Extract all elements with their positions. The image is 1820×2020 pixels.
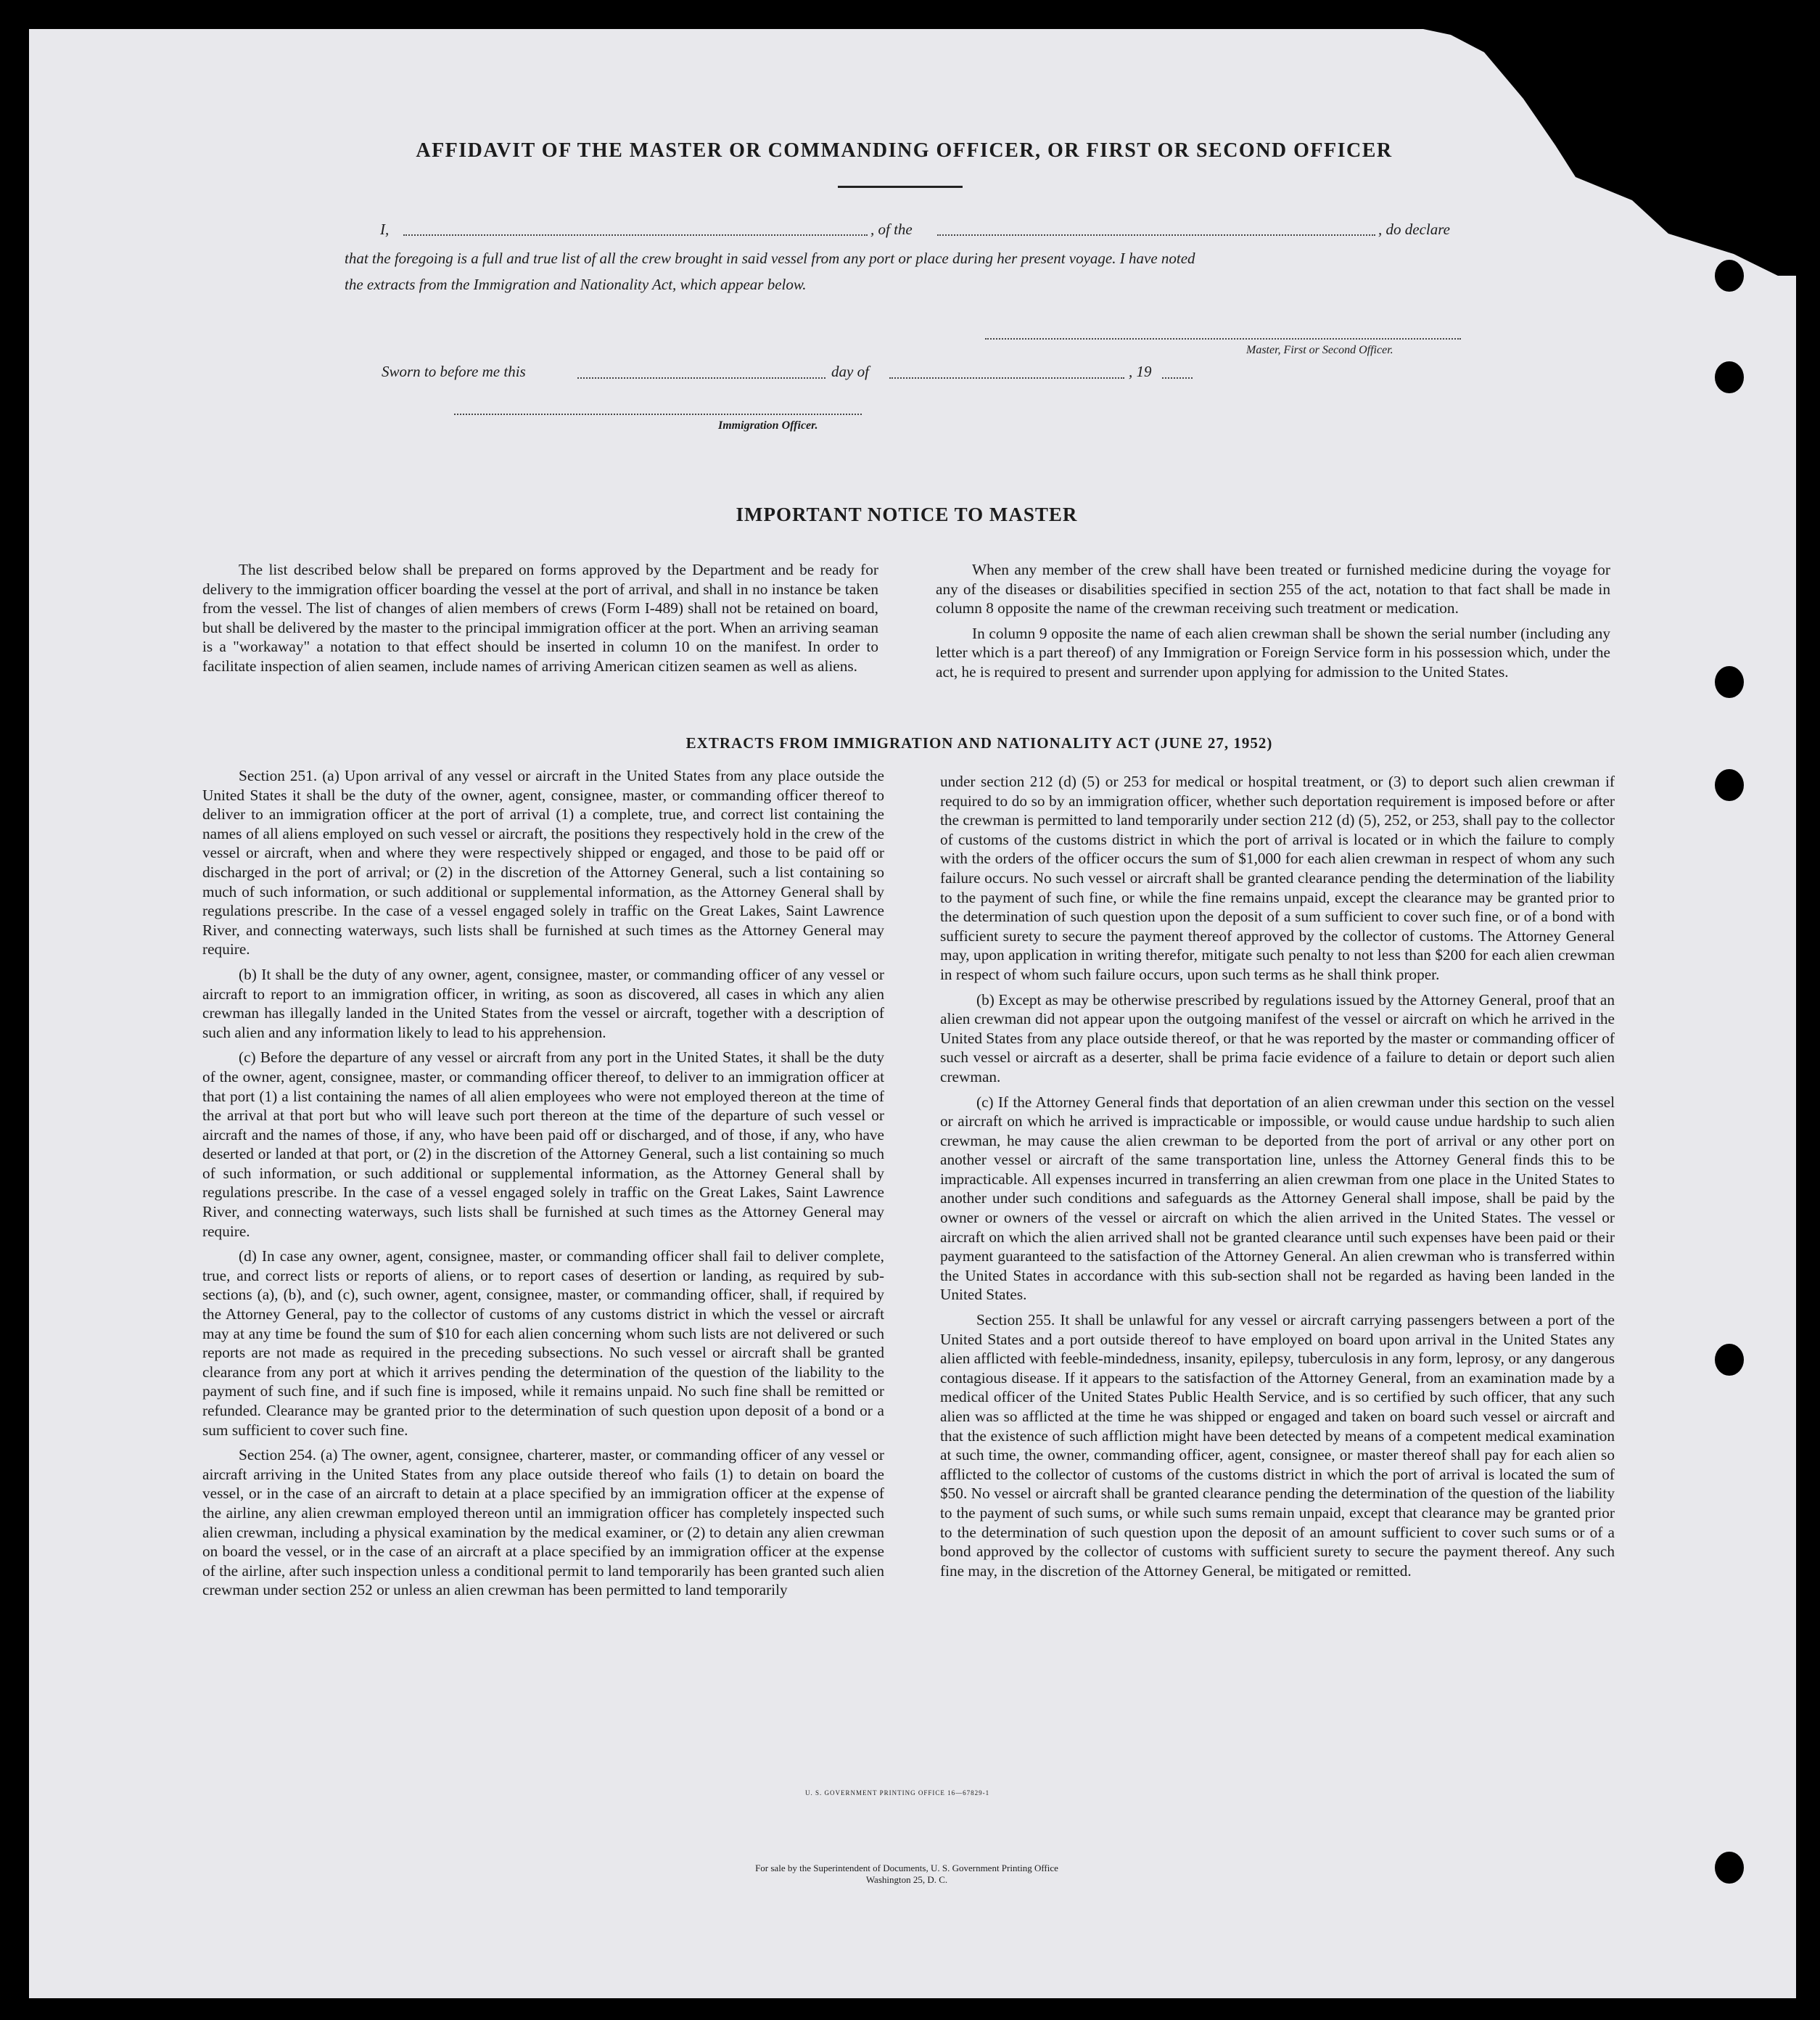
binder-hole [1715, 769, 1744, 801]
sworn-year-field[interactable] [1162, 377, 1193, 379]
notice-paragraph: When any member of the crew shall have been treated or furnished medicine during the voyage for any of the diseases or disabilities specified in section 255 of the act, notation to that fact shall be made in column 8 opposite the name of the crewman receiving such treatment or medication. [936, 561, 1610, 617]
extract-paragraph: (c) If the Attorney General finds that deportation of an alien crewman under this section on the vessel or aircraft on which he arrived is impracticable or impossible, or would cause undue hardship to such alien crewman, he may cause the alien crewman to be deported from the port of arrival or any other port on another vessel or aircraft of the same transportation line, unless the Attorney General finds this to be impracticable. All expenses incurred in transferring an alien crewman from one place in the United States to another under such conditions and safeguards as the Attorney General shall impose, shall be paid by the owner or owners of the vessel or aircraft on which the alien arrived in the United States. The vessel or aircraft on which the alien arrived shall not be granted clearance until such expenses have been paid or their payment guaranteed to the satisfaction of the Attorney General. An alien crewman who is transferred within the United States in accordance with this sub-section shall not be regarded as having been landed in the United States. [940, 1093, 1615, 1304]
notice-left-column [202, 560, 878, 682]
sworn-day-field[interactable] [577, 377, 825, 379]
extract-paragraph: Section 255. It shall be unlawful for any vessel or aircraft carrying passengers between a port of the United States and a port outside thereof to have employed on board upon arrival in the United States any alien afflicted with feeble-mindedness, insanity, epilepsy, tuberculosis in any form, leprosy, or any dangerous contagious disease. If it appears to the satisfaction of the Attorney General, from an examination made by a medical officer of the United States Public Health Service, and is so certified by such officer, that any such alien was so afflicted at the time he was shipped or engaged and taken on board such vessel or aircraft and that the existence of such affliction might have been detected by means of a competent medical examination at such time, the owner, commanding officer, agent, consignee, or master thereof shall pay for each alien so afflicted to the collector of customs of the customs district in which the port of arrival is located the sum of $50. No vessel or aircraft shall be granted clearance pending the determination of the question of the liability to the payment of such sums, or while such sums remain unpaid, except that clearance may be granted prior to the determination of such question upon the deposit of an amount sufficient to cover such sums or of a bond approved by the collector of customs with sufficient surety to secure the payment thereof. Any such fine may, in the discretion of the Attorney General, be mitigated or remitted. [940, 1311, 1615, 1580]
declaration-line-3: the extracts from the Immigration and Nationality Act, which appear below. [345, 276, 807, 293]
day-of-label: day of [831, 363, 869, 380]
declarant-name-field[interactable] [403, 234, 868, 236]
notice-paragraph: The list described below shall be prepared on forms approved by the Department and be ready for delivery to the immigration officer boarding the vessel at the port of arrival, and shall in no instance be taken from the vessel. The list of changes of alien members of crews (Form I-489) shall not be retained on board, but shall be delivered by the master to the principal immigration officer at the port. When an arriving seaman is a "workaway" a notation to that effect should be inserted in column 10 on the manifest. In order to facilitate inspection of alien seamen, include names of arriving American citizen seamen as well as aliens. [202, 561, 878, 675]
sale-notice-line-1: For sale by the Superintendent of Documents, U. S. Government Printing Office [755, 1863, 1058, 1873]
extract-paragraph: (c) Before the departure of any vessel or aircraft from any port in the United States, it shall be the duty of the owner, agent, consignee, master, or commanding officer thereof, to deliver to an immigration officer at that port (1) a list containing the names of all alien employees who were not employed thereon at the time of the arrival at that port but who will leave such port thereon at the time of the departure of such vessel or aircraft and the names of those, if any, who have been paid off or discharged, and of those, if any, who have deserted or landed at that port, or (2) in the discretion of the Attorney General, such a list containing so much of such information, or such additional or supplemental information, as the Attorney General shall by regulations prescribe. In the case of a vessel engaged solely in traffic on the Great Lakes, Saint Lawrence River, and connecting waterways, such lists shall be furnished at such times as the Attorney General may require. [202, 1048, 884, 1240]
gpo-imprint: U. S. GOVERNMENT PRINTING OFFICE 16—67829-1 [805, 1789, 990, 1797]
extract-paragraph: (b) It shall be the duty of any owner, agent, consignee, master, or commanding officer of any vessel or aircraft to report to an immigration officer, in writing, as soon as discovered, all cases in which any alien crewman has illegally landed in the United States from the vessel or aircraft, together with a description of such alien and any information likely to lead to his apprehension. [202, 965, 884, 1041]
extract-paragraph: under section 212 (d) (5) or 253 for medical or hospital treatment, or (3) to deport such alien crewman if required to do so by an immigration officer, whether such deportation requirement is imposed before or after the crewman is permitted to land temporarily under section 212 (d) (5), 252, or 253, shall pay to the collector of customs of the customs district in which the port of arrival is located or in which the failure to comply with the orders of the officer occurs the sum of $1,000 for each alien crewman in respect of whom any such failure occurs. No such vessel or aircraft shall be granted clearance pending the determination of the liability to the payment of such fine, or while the fine remains unpaid, except the clearance may be granted prior to the determination of such question upon the deposit of a sum sufficient to cover such fine, or of a bond with sufficient surety to secure the payment thereof approved by the collector of customs. The Attorney General may, upon application in writing therefor, mitigate such penalty to not less than $200 for each alien crewman in respect of whom such failure occurs, upon such terms as he shall think proper. [940, 773, 1615, 983]
binder-hole [1715, 666, 1744, 698]
officer-signature-line[interactable] [454, 414, 862, 415]
extracts-title: EXTRACTS FROM IMMIGRATION AND NATIONALITY ACT (JUNE 27, 1952) [685, 734, 1273, 752]
extract-paragraph: Section 251. (a) Upon arrival of any vessel or aircraft in the United States from any place outside the United States it shall be the duty of the owner, agent, consignee, master, or commanding officer thereof to deliver to an immigration officer at the port of arrival (1) a complete, true, and correct list containing the names of all aliens employed on such vessel or aircraft, the positions they respectively hold in the crew of the vessel or aircraft, when and where they were respectively shipped or engaged, and those to be paid off or discharged in the port of arrival; or (2) in the discretion of the Attorney General, such a list containing so much of such information, or such additional or supplemental information, as the Attorney General shall by regulations prescribe. In the case of a vessel engaged solely in traffic on the Great Lakes, Saint Lawrence River, and connecting waterways, such lists shall be furnished at such times as the Attorney General may require. [202, 767, 884, 958]
extract-paragraph: (b) Except as may be otherwise prescribed by regulations issued by the Attorney General, proof that an alien crewman did not appear upon the outgoing manifest of the vessel or aircraft on which he arrived in the United States from any place outside thereof, or that he was reported by the master or commanding officer of such vessel or aircraft as a deserter, shall be prima facie evidence of a failure to detain or deport such alien crewman. [940, 990, 1615, 1085]
declare-label: , do declare [1378, 221, 1450, 238]
binder-hole [1715, 260, 1744, 292]
binder-hole [1715, 1344, 1744, 1376]
extracts-right-column [940, 772, 1615, 1586]
notice-right-column [936, 560, 1610, 688]
declaration-line-2: that the foregoing is a full and true list of all the crew brought in said vessel from any port or place during her present voyage. I have noted [345, 250, 1195, 267]
binder-hole [1715, 361, 1744, 393]
master-caption: Master, First or Second Officer. [1246, 344, 1393, 356]
sworn-label: Sworn to before me this [382, 363, 526, 380]
year-label: , 19 [1129, 363, 1152, 380]
officer-caption: Immigration Officer. [718, 419, 818, 432]
torn-corner [1415, 29, 1806, 276]
extract-paragraph: (d) In case any owner, agent, consignee, master, or commanding officer shall fail to deliver complete, true, and correct lists or reports of aliens, or to report cases of desertion or landing, as required by sub-sections (a), (b), and (c), such owner, agent, consignee, master, or commanding officer, shall, if required by the Attorney General, pay to the collector of customs of any customs district in which the vessel or aircraft may at any time be found the sum of $10 for each alien concerning whom such lists are not delivered or such reports are not made as required in the preceding subsections. No such vessel or aircraft shall be granted clearance from any port at which it arrives pending the determination of the question of the liability to the payment of such fine, and if such fine is imposed, while it remains unpaid. No such fine shall be remitted or refunded. Clearance may be granted prior to the determination of such question upon deposit of a bond or a sum sufficient to cover such fine. [202, 1247, 884, 1439]
sale-notice-line-2: Washington 25, D. C. [865, 1874, 948, 1885]
notice-paragraph: In column 9 opposite the name of each alien crewman shall be shown the serial number (including any letter which is a part thereof) of any Immigration or Foreign Service form in his possession which, under the act, he is required to present and surrender upon applying for admission to the United States. [936, 624, 1610, 681]
master-signature-line[interactable] [985, 338, 1461, 340]
title-rule [838, 186, 963, 188]
extracts-left-column [202, 766, 884, 1606]
sworn-month-field[interactable] [889, 377, 1124, 379]
binder-hole [1715, 1852, 1744, 1884]
sale-notice [580, 1863, 1233, 1886]
affidavit-title: AFFIDAVIT OF THE MASTER OR COMMANDING OFFICER, OR FIRST OR SECOND OFFICER [416, 139, 1393, 162]
vessel-name-field[interactable] [937, 234, 1375, 236]
extract-paragraph: Section 254. (a) The owner, agent, consignee, charterer, master, or commanding officer of any vessel or aircraft arriving in the United States from any place outside thereof who fails (1) to detain on board the vessel, or in the case of an aircraft to detain at a place specified by an immigration officer at the expense of the airline, any alien crewman employed thereon until an immigration officer has completely inspected such alien crewman, including a physical examination by the medical examiner, or (2) to detain any alien crewman on board the vessel, or in the case of an aircraft at a place specified by an immigration officer at the expense of the airline, after such inspection unless a conditional permit to land temporarily has been granted such alien crewman under section 252 or unless an alien crewman has been permitted to land temporarily [202, 1446, 884, 1599]
declarant-prefix: I, [380, 221, 390, 238]
of-the-label: , of the [870, 221, 913, 238]
notice-title: IMPORTANT NOTICE TO MASTER [736, 504, 1078, 525]
